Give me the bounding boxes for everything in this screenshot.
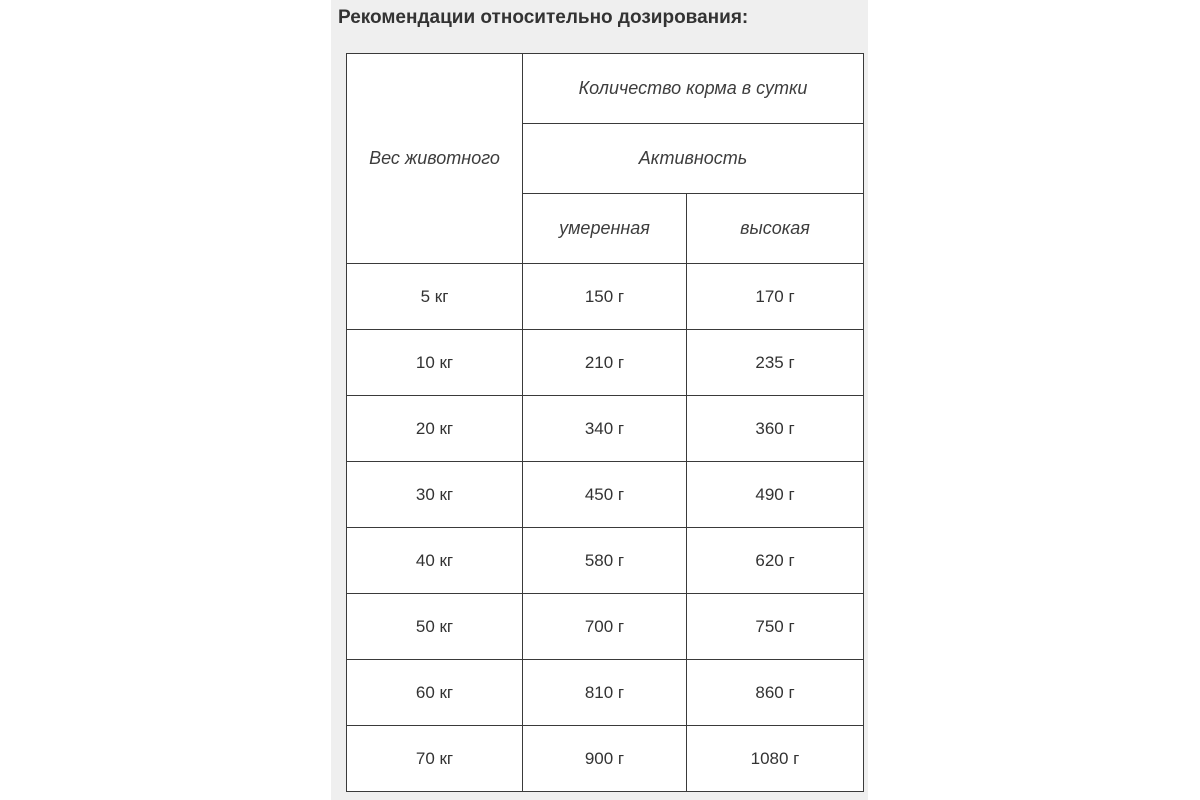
cell-high: 860 г <box>687 660 864 726</box>
cell-high: 750 г <box>687 594 864 660</box>
cell-moderate: 900 г <box>523 726 687 792</box>
cell-weight: 10 кг <box>347 330 523 396</box>
dosage-table <box>346 53 864 792</box>
header-activity: Активность <box>523 124 864 194</box>
cell-weight: 50 кг <box>347 594 523 660</box>
header-daily-amount: Количество корма в сутки <box>523 54 864 124</box>
table-row <box>347 726 864 792</box>
header-row <box>347 54 864 124</box>
cell-moderate: 450 г <box>523 462 687 528</box>
header-moderate: умеренная <box>523 194 687 264</box>
table-row <box>347 594 864 660</box>
cell-weight: 20 кг <box>347 396 523 462</box>
cell-weight: 30 кг <box>347 462 523 528</box>
header-weight: Вес животного <box>347 54 523 264</box>
header-high: высокая <box>687 194 864 264</box>
cell-weight: 40 кг <box>347 528 523 594</box>
table-row <box>347 264 864 330</box>
cell-moderate: 210 г <box>523 330 687 396</box>
cell-moderate: 700 г <box>523 594 687 660</box>
table-row <box>347 330 864 396</box>
cell-high: 235 г <box>687 330 864 396</box>
table-row <box>347 528 864 594</box>
cell-weight: 70 кг <box>347 726 523 792</box>
table-row <box>347 396 864 462</box>
cell-moderate: 340 г <box>523 396 687 462</box>
cell-moderate: 810 г <box>523 660 687 726</box>
cell-weight: 5 кг <box>347 264 523 330</box>
cell-high: 170 г <box>687 264 864 330</box>
page-title: Рекомендации относительно дозирования: <box>338 7 749 28</box>
cell-high: 1080 г <box>687 726 864 792</box>
cell-moderate: 150 г <box>523 264 687 330</box>
cell-weight: 60 кг <box>347 660 523 726</box>
table-row <box>347 462 864 528</box>
cell-high: 360 г <box>687 396 864 462</box>
cell-high: 620 г <box>687 528 864 594</box>
cell-high: 490 г <box>687 462 864 528</box>
table-row <box>347 660 864 726</box>
cell-moderate: 580 г <box>523 528 687 594</box>
